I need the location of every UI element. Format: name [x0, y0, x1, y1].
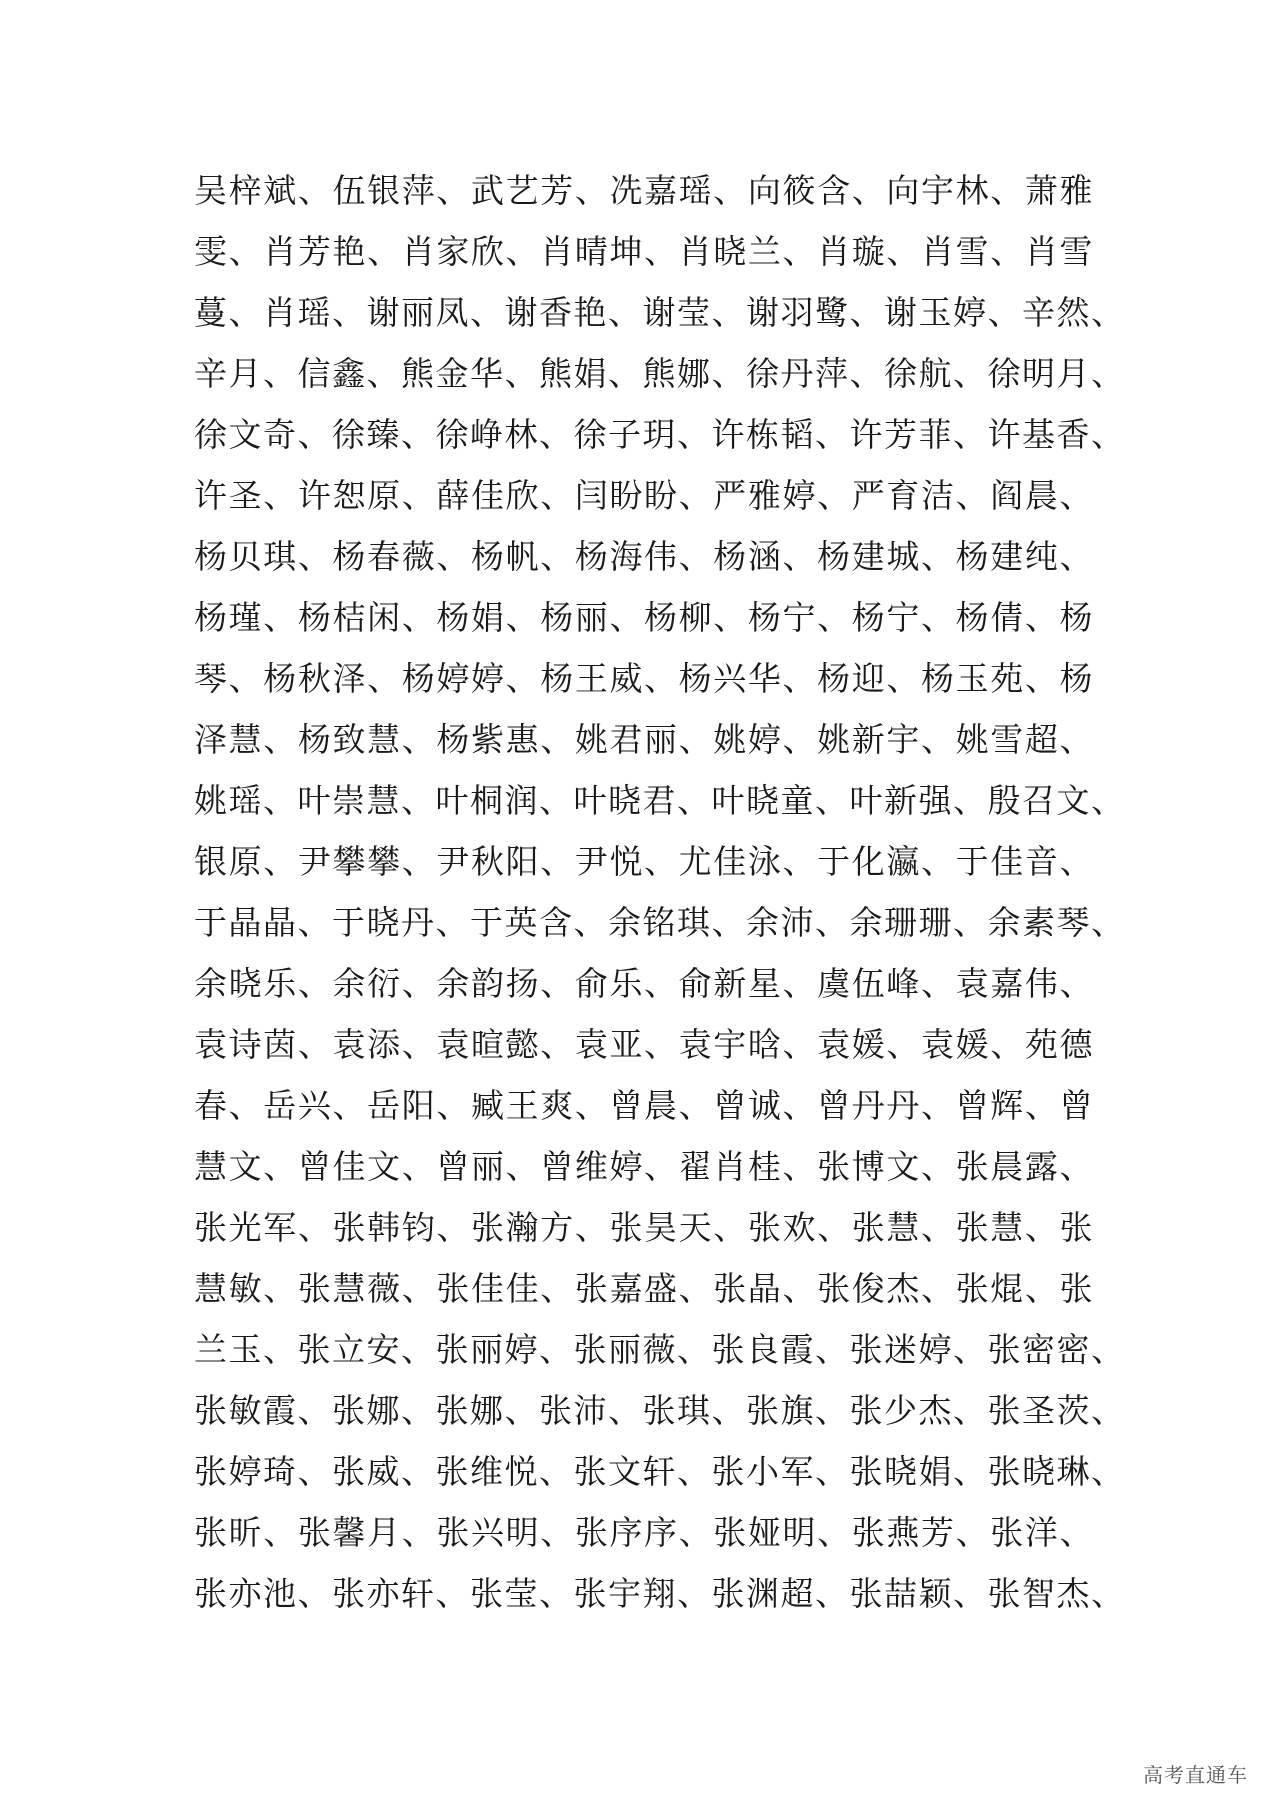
text-line: 袁诗茵、袁添、袁暄懿、袁亚、袁宇晗、袁媛、袁媛、苑德	[194, 1025, 1094, 1064]
text-line: 张婷琦、张威、张维悦、张文轩、张小军、张晓娟、张晓琳、	[194, 1452, 1126, 1491]
text-line: 于晶晶、于晓丹、于英含、余铭琪、余沛、余珊珊、余素琴、	[194, 903, 1126, 942]
text-line: 张昕、张馨月、张兴明、张序序、张娅明、张燕芳、张洋、	[194, 1513, 1094, 1552]
text-line: 春、岳兴、岳阳、臧王爽、曾晨、曾诚、曾丹丹、曾辉、曾	[194, 1086, 1094, 1125]
text-line: 姚瑶、叶崇慧、叶桐润、叶晓君、叶晓童、叶新强、殷召文、	[194, 781, 1126, 820]
text-line: 余晓乐、余衍、余韵扬、俞乐、俞新星、虞伍峰、袁嘉伟、	[194, 964, 1094, 1003]
name-list-text	[194, 160, 1126, 1624]
text-line: 许圣、许恕原、薛佳欣、闫盼盼、严雅婷、严育洁、阎晨、	[194, 476, 1094, 515]
text-line: 琴、杨秋泽、杨婷婷、杨王威、杨兴华、杨迎、杨玉苑、杨	[194, 659, 1094, 698]
text-line: 张敏霞、张娜、张娜、张沛、张琪、张旗、张少杰、张圣茨、	[194, 1391, 1126, 1430]
text-line: 张亦池、张亦轩、张莹、张宇翔、张渊超、张喆颖、张智杰、	[194, 1574, 1126, 1613]
text-line: 泽慧、杨致慧、杨紫惠、姚君丽、姚婷、姚新宇、姚雪超、	[194, 720, 1094, 759]
watermark-logo: 高考直通车	[1143, 1763, 1248, 1787]
text-line: 慧敏、张慧薇、张佳佳、张嘉盛、张晶、张俊杰、张焜、张	[194, 1269, 1094, 1308]
text-line: 兰玉、张立安、张丽婷、张丽薇、张良霞、张迷婷、张密密、	[194, 1330, 1126, 1369]
text-line: 银原、尹攀攀、尹秋阳、尹悦、尤佳泳、于化瀛、于佳音、	[194, 842, 1094, 881]
text-line: 雯、肖芳艳、肖家欣、肖晴坤、肖晓兰、肖璇、肖雪、肖雪	[194, 232, 1094, 271]
text-line: 慧文、曾佳文、曾丽、曾维婷、翟肖桂、张博文、张晨露、	[194, 1147, 1094, 1186]
text-line: 辛月、信鑫、熊金华、熊娟、熊娜、徐丹萍、徐航、徐明月、	[194, 354, 1126, 393]
text-line: 蔓、肖瑶、谢丽凤、谢香艳、谢莹、谢羽鹭、谢玉婷、辛然、	[194, 293, 1126, 332]
text-line: 杨贝琪、杨春薇、杨帆、杨海伟、杨涵、杨建城、杨建纯、	[194, 537, 1094, 576]
text-line: 吴梓斌、伍银萍、武艺芳、冼嘉瑶、向筱含、向宇林、萧雅	[194, 171, 1094, 210]
text-line: 杨瑾、杨桔闲、杨娟、杨丽、杨柳、杨宁、杨宁、杨倩、杨	[194, 598, 1094, 637]
text-line: 徐文奇、徐臻、徐峥林、徐子玥、许栋韬、许芳菲、许基香、	[194, 415, 1126, 454]
text-line: 张光军、张韩钧、张瀚方、张昊天、张欢、张慧、张慧、张	[194, 1208, 1094, 1247]
